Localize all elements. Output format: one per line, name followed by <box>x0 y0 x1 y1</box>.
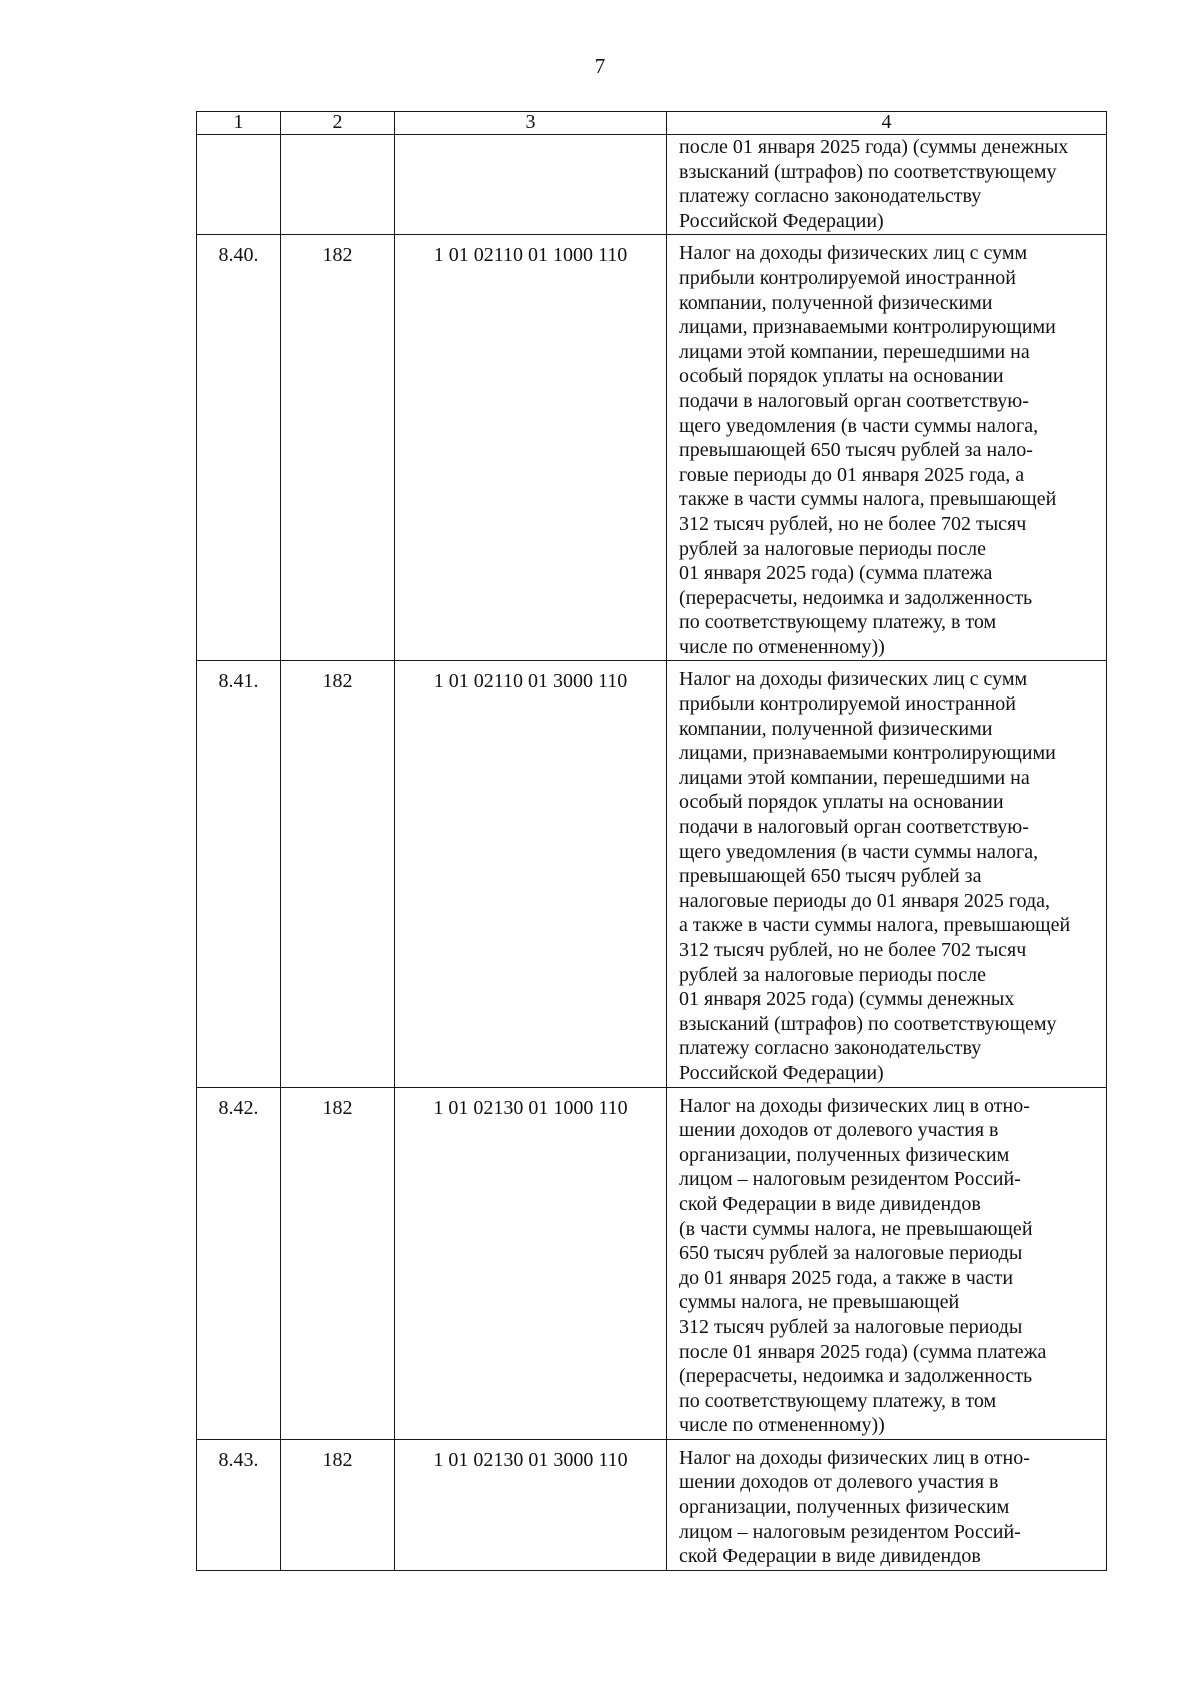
row-number-cell: 8.41. <box>197 661 281 1087</box>
description-line: суммы налога, не превышающей <box>679 1291 960 1314</box>
description-line: рублей за налоговые периоды после <box>679 537 986 560</box>
description-line: превышающей 650 тысяч рублей за <box>679 865 982 888</box>
description-line: платежу согласно законодательству <box>679 185 982 208</box>
description-line: особый порядок уплаты на основании <box>679 365 1004 388</box>
table-row <box>197 1087 1107 1439</box>
description-line: 312 тысяч рублей за налоговые периоды <box>679 1315 1023 1338</box>
description-line: Налог на доходы физических лиц в отно- <box>679 1094 1030 1117</box>
description-line: организации, полученных физическим <box>679 1496 1010 1519</box>
description-line: рублей за налоговые периоды после <box>679 963 986 986</box>
description-line: компании, полученной физическими <box>679 717 993 740</box>
description-line: 650 тысяч рублей за налоговые периоды <box>679 1242 1023 1265</box>
table-row <box>197 661 1107 1087</box>
description-cell <box>667 1087 1107 1439</box>
description-line: по соответствующему платежу, в том <box>679 1389 997 1412</box>
description-line: ской Федерации в виде дивидендов <box>679 1545 981 1568</box>
table-body <box>197 112 1107 1571</box>
description-line: подачи в налоговый орган соответствую- <box>679 389 1029 412</box>
admin-code-cell: 182 <box>281 661 395 1087</box>
description-line: прибыли контролируемой иностранной <box>679 693 1016 716</box>
description-line: щего уведомления (в части суммы налога, <box>679 414 1039 437</box>
description-line: взысканий (штрафов) по соответствующему <box>679 160 1057 183</box>
column-number-3: 3 <box>395 112 667 135</box>
description-line: шении доходов от долевого участия в <box>679 1471 999 1494</box>
description-line: платежу согласно законодательству <box>679 1037 982 1060</box>
description-line: особый порядок уплаты на основании <box>679 791 1004 814</box>
continuation-empty-cell <box>197 135 281 235</box>
kbk-table <box>196 111 1107 1571</box>
column-number-2: 2 <box>281 112 395 135</box>
description-line: лицами этой компании, перешедшими на <box>679 340 1030 363</box>
description-line: превышающей 650 тысяч рублей за нало- <box>679 439 1033 462</box>
description-line: ской Федерации в виде дивидендов <box>679 1192 981 1215</box>
description-line: лицами этой компании, перешедшими на <box>679 766 1030 789</box>
table-row <box>197 1439 1107 1570</box>
continuation-row <box>197 135 1107 235</box>
description-line: числе по отмененному)) <box>679 1414 885 1437</box>
description-line: а также в части суммы налога, превышающей <box>679 914 1071 937</box>
description-line: лицом – налоговым резидентом Россий- <box>679 1520 1021 1543</box>
column-number-1: 1 <box>197 112 281 135</box>
continuation-description <box>667 135 1107 235</box>
column-number-row <box>197 112 1107 135</box>
description-line: после 01 января 2025 года) (суммы денежных <box>679 136 1069 158</box>
description-line: 01 января 2025 года) (сумма платежа <box>679 562 993 585</box>
description-line: говые периоды до 01 января 2025 года, а <box>679 463 1025 486</box>
description-line: лицами, признаваемыми контролирующими <box>679 742 1056 765</box>
description-line: (перерасчеты, недоимка и задолженность <box>679 1365 1033 1388</box>
description-line: 01 января 2025 года) (суммы денежных <box>679 988 1015 1011</box>
continuation-empty-cell <box>395 135 667 235</box>
continuation-empty-cell <box>281 135 395 235</box>
description-line: Налог на доходы физических лиц с сумм <box>679 242 1028 265</box>
page-number: 7 <box>594 54 606 78</box>
description-line: взысканий (штрафов) по соответствующему <box>679 1012 1057 1035</box>
description-line: Налог на доходы физических лиц в отно- <box>679 1446 1030 1469</box>
budget-code-cell: 1 01 02110 01 1000 110 <box>395 235 667 661</box>
description-line: налоговые периоды до 01 января 2025 года, <box>679 889 1051 912</box>
description-line: до 01 января 2025 года, а также в части <box>679 1266 1014 1289</box>
description-line: Российской Федерации) <box>679 1061 884 1084</box>
budget-code-cell: 1 01 02130 01 3000 110 <box>395 1439 667 1570</box>
description-line: после 01 января 2025 года) (сумма платежа <box>679 1340 1047 1363</box>
description-line: лицом – налоговым резидентом Россий- <box>679 1168 1021 1191</box>
table-row <box>197 235 1107 661</box>
budget-code-cell: 1 01 02110 01 3000 110 <box>395 661 667 1087</box>
description-line: щего уведомления (в части суммы налога, <box>679 840 1039 863</box>
description-cell <box>667 661 1107 1087</box>
description-line: прибыли контролируемой иностранной <box>679 266 1016 289</box>
description-line: числе по отмененному)) <box>679 635 885 658</box>
admin-code-cell: 182 <box>281 1439 395 1570</box>
description-line: организации, полученных физическим <box>679 1143 1010 1166</box>
description-line: лицами, признаваемыми контролирующими <box>679 316 1056 339</box>
description-line: шении доходов от долевого участия в <box>679 1119 999 1142</box>
description-line: подачи в налоговый орган соответствую- <box>679 816 1029 839</box>
description-line: также в части суммы налога, превышающей <box>679 488 1057 511</box>
column-number-4: 4 <box>667 112 1107 135</box>
description-line: 312 тысяч рублей, но не более 702 тысяч <box>679 512 1027 535</box>
description-cell <box>667 235 1107 661</box>
description-line: по соответствующему платежу, в том <box>679 611 997 634</box>
budget-code-cell: 1 01 02130 01 1000 110 <box>395 1087 667 1439</box>
description-line: (в части суммы налога, не превышающей <box>679 1217 1033 1240</box>
description-line: Российской Федерации) <box>679 209 884 232</box>
description-line: (перерасчеты, недоимка и задолженность <box>679 586 1033 609</box>
description-cell <box>667 1439 1107 1570</box>
admin-code-cell: 182 <box>281 235 395 661</box>
description-line: компании, полученной физическими <box>679 291 993 314</box>
row-number-cell: 8.43. <box>197 1439 281 1570</box>
admin-code-cell: 182 <box>281 1087 395 1439</box>
description-line: Налог на доходы физических лиц с сумм <box>679 668 1028 691</box>
row-number-cell: 8.42. <box>197 1087 281 1439</box>
row-number-cell: 8.40. <box>197 235 281 661</box>
description-line: 312 тысяч рублей, но не более 702 тысяч <box>679 939 1027 961</box>
